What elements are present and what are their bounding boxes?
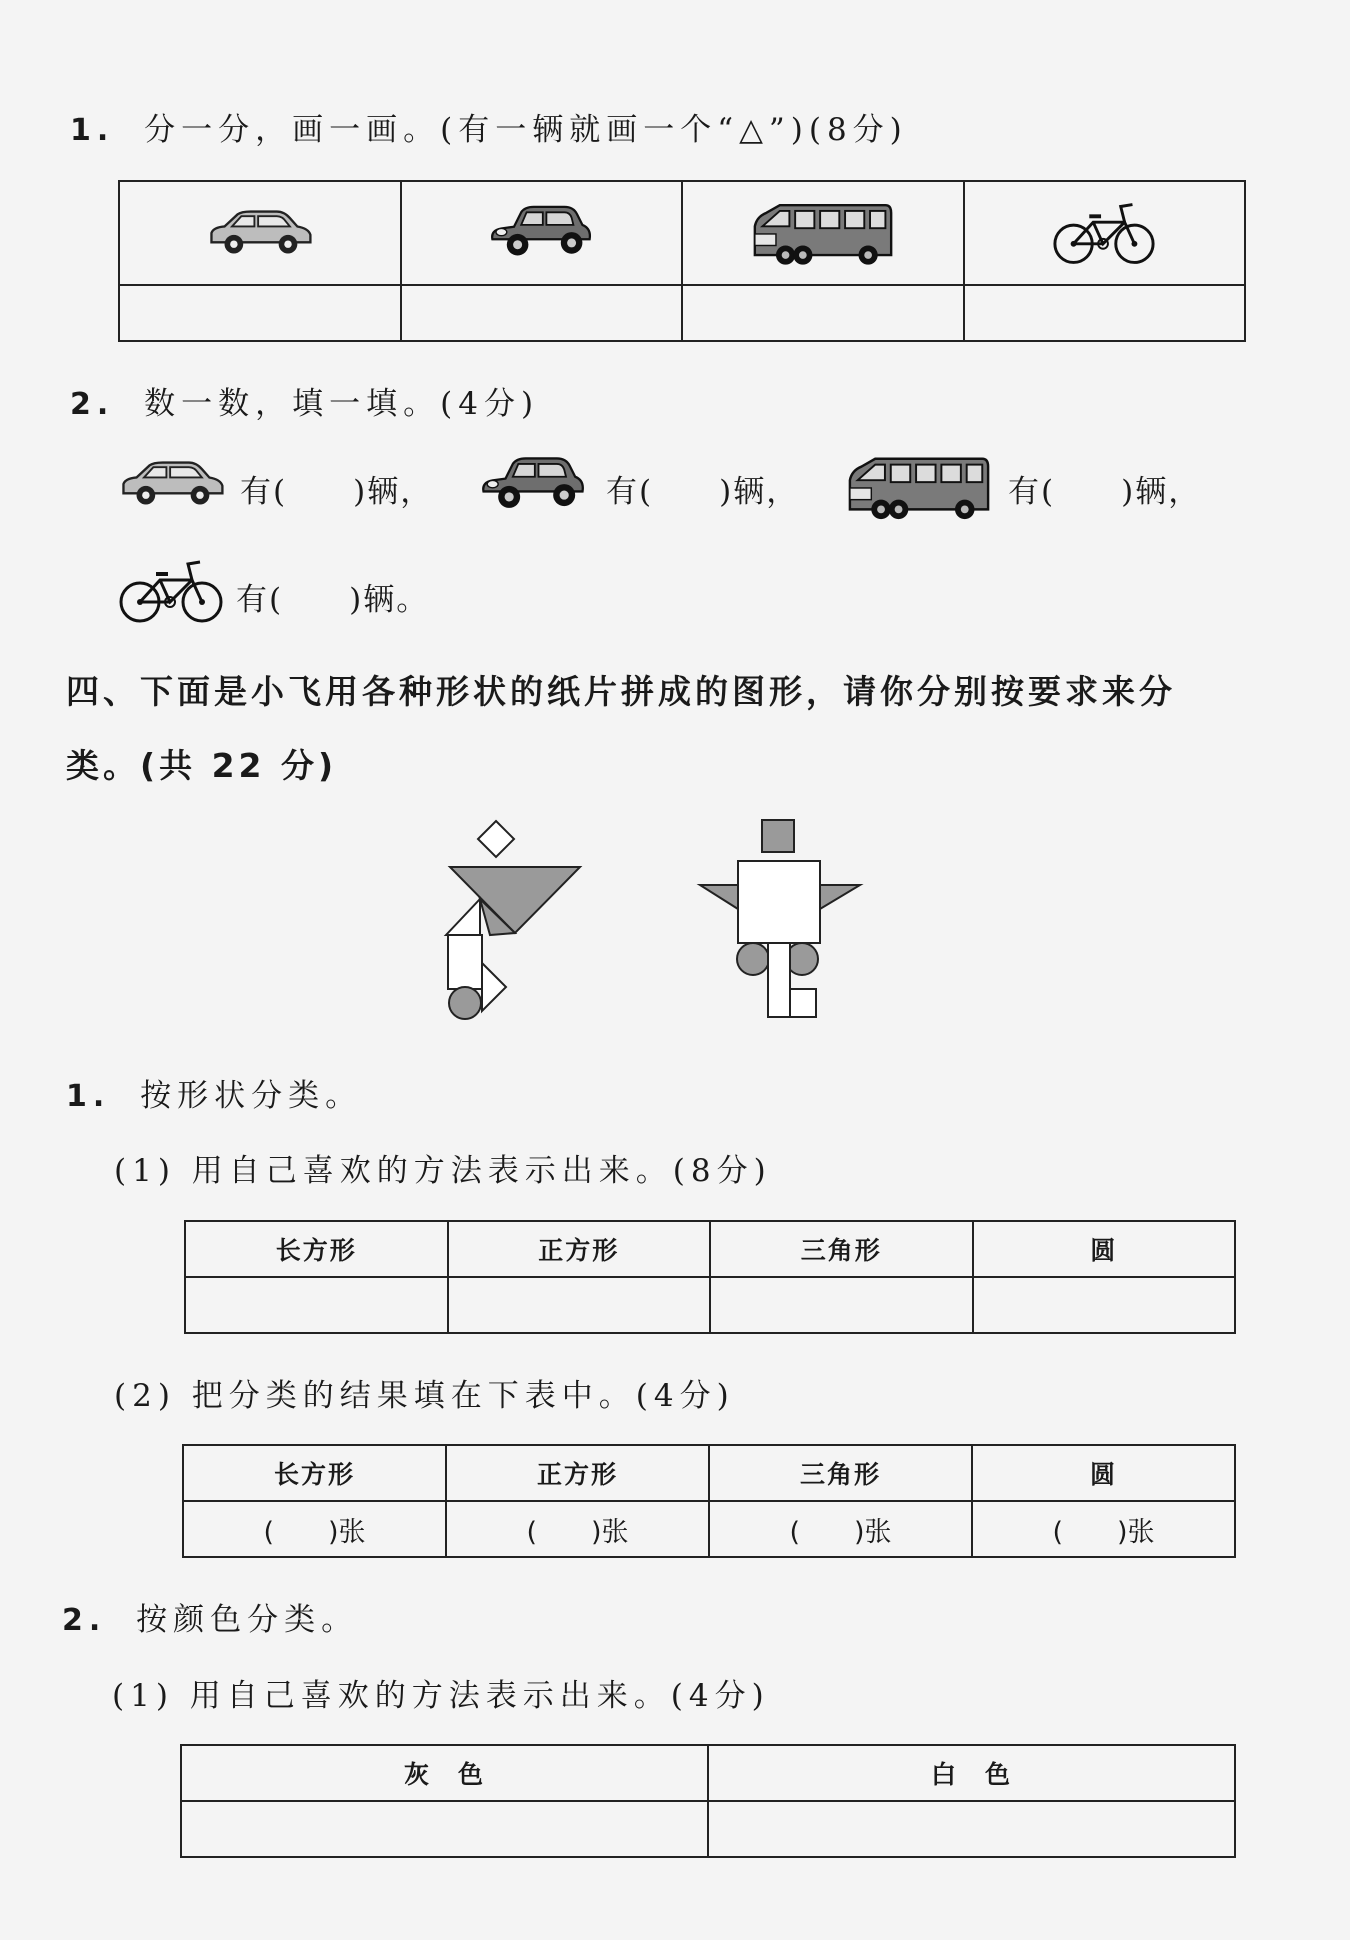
- question-1-heading: [66, 1070, 362, 1115]
- count-blank-van[interactable]: 有( )辆，: [1008, 474, 1202, 510]
- vehicle-cell-beetle: [401, 181, 683, 285]
- count-triangle[interactable]: ( )张: [709, 1501, 972, 1557]
- square-white: [790, 989, 816, 1017]
- header-circle: 圆: [972, 1445, 1235, 1501]
- answer-cell[interactable]: [185, 1277, 448, 1333]
- sub-question-1: (1) 用自己喜欢的方法表示出来。(8分): [114, 1153, 772, 1189]
- bicycle-icon: [1050, 198, 1158, 268]
- shape-figure-left: [440, 815, 600, 1025]
- sub-question-1: (1) 用自己喜欢的方法表示出来。(4分): [112, 1678, 770, 1714]
- answer-cell[interactable]: [710, 1277, 973, 1333]
- question-2-heading: [70, 378, 539, 423]
- answer-cell[interactable]: [708, 1801, 1235, 1857]
- count-square[interactable]: ( )张: [446, 1501, 709, 1557]
- sub-question-2: (2) 把分类的结果填在下表中。(4分): [114, 1378, 735, 1414]
- header-rectangle: 长方形: [183, 1445, 446, 1501]
- question-text: 分一分，画一画。(有一辆就画一个“△”)(8分): [144, 112, 908, 148]
- question-number: 2.: [62, 1603, 107, 1638]
- circle-gray: [449, 987, 481, 1019]
- header-square: 正方形: [446, 1445, 709, 1501]
- header-square: 正方形: [448, 1221, 711, 1277]
- square-gray: [762, 820, 794, 852]
- count-circle[interactable]: ( )张: [972, 1501, 1235, 1557]
- color-method-table: [180, 1744, 1236, 1858]
- header-rectangle: 长方形: [185, 1221, 448, 1277]
- circle-gray: [737, 943, 769, 975]
- answer-cell[interactable]: [448, 1277, 711, 1333]
- triangle-white: [482, 963, 506, 1011]
- answer-cell[interactable]: [682, 285, 964, 341]
- triangle-gray: [700, 885, 738, 909]
- count-blank-beetle[interactable]: 有( )辆，: [606, 474, 800, 510]
- count-blank-car[interactable]: 有( )辆，: [240, 474, 434, 510]
- vehicle-cell-van: [682, 181, 964, 285]
- car-icon: [204, 205, 316, 261]
- question-number: 1.: [70, 113, 115, 148]
- van-icon: [846, 452, 992, 522]
- vehicle-sort-table: [118, 180, 1246, 342]
- answer-cell[interactable]: [964, 285, 1246, 341]
- header-gray: 灰 色: [181, 1745, 708, 1801]
- question-text: 数一数，填一填。(4分): [144, 386, 540, 422]
- heading-text: 分): [265, 746, 338, 785]
- triangle-white: [446, 899, 480, 935]
- vehicle-cell-bicycle: [964, 181, 1246, 285]
- answer-cell[interactable]: [181, 1801, 708, 1857]
- question-text: 按颜色分类。: [136, 1602, 359, 1638]
- count-blank-bicycle[interactable]: 有( )辆。: [236, 582, 430, 618]
- rectangle-white: [448, 935, 482, 989]
- count-rectangle[interactable]: ( )张: [183, 1501, 446, 1557]
- answer-cell[interactable]: [401, 285, 683, 341]
- beetle-car-icon: [478, 452, 588, 518]
- question-2-heading: [62, 1594, 358, 1639]
- beetle-car-icon: [487, 201, 595, 265]
- answer-cell[interactable]: [119, 285, 401, 341]
- car-icon: [116, 454, 228, 514]
- van-icon: [751, 199, 895, 267]
- question-number: 1.: [66, 1079, 111, 1114]
- rectangle-white: [768, 943, 790, 1017]
- shape-method-table: [184, 1220, 1236, 1334]
- square-white: [478, 821, 514, 857]
- triangle-gray: [820, 885, 860, 909]
- section-4-heading-cont: [66, 740, 337, 787]
- header-circle: 圆: [973, 1221, 1236, 1277]
- points-value: 22: [211, 746, 266, 785]
- answer-cell[interactable]: [973, 1277, 1236, 1333]
- question-text: 按形状分类。: [140, 1078, 363, 1114]
- section-4-heading: 四、下面是小飞用各种形状的纸片拼成的图形，请你分别按要求来分: [66, 672, 1176, 711]
- header-white: 白 色: [708, 1745, 1235, 1801]
- shape-figure-right: [696, 815, 866, 1025]
- header-triangle: 三角形: [709, 1445, 972, 1501]
- question-1-heading: [70, 104, 908, 149]
- header-triangle: 三角形: [710, 1221, 973, 1277]
- shape-count-table: [182, 1444, 1236, 1558]
- question-number: 2.: [70, 387, 115, 422]
- vehicle-cell-car: [119, 181, 401, 285]
- square-white: [738, 861, 820, 943]
- heading-text: 类。(共: [66, 746, 212, 785]
- bicycle-icon: [116, 556, 226, 626]
